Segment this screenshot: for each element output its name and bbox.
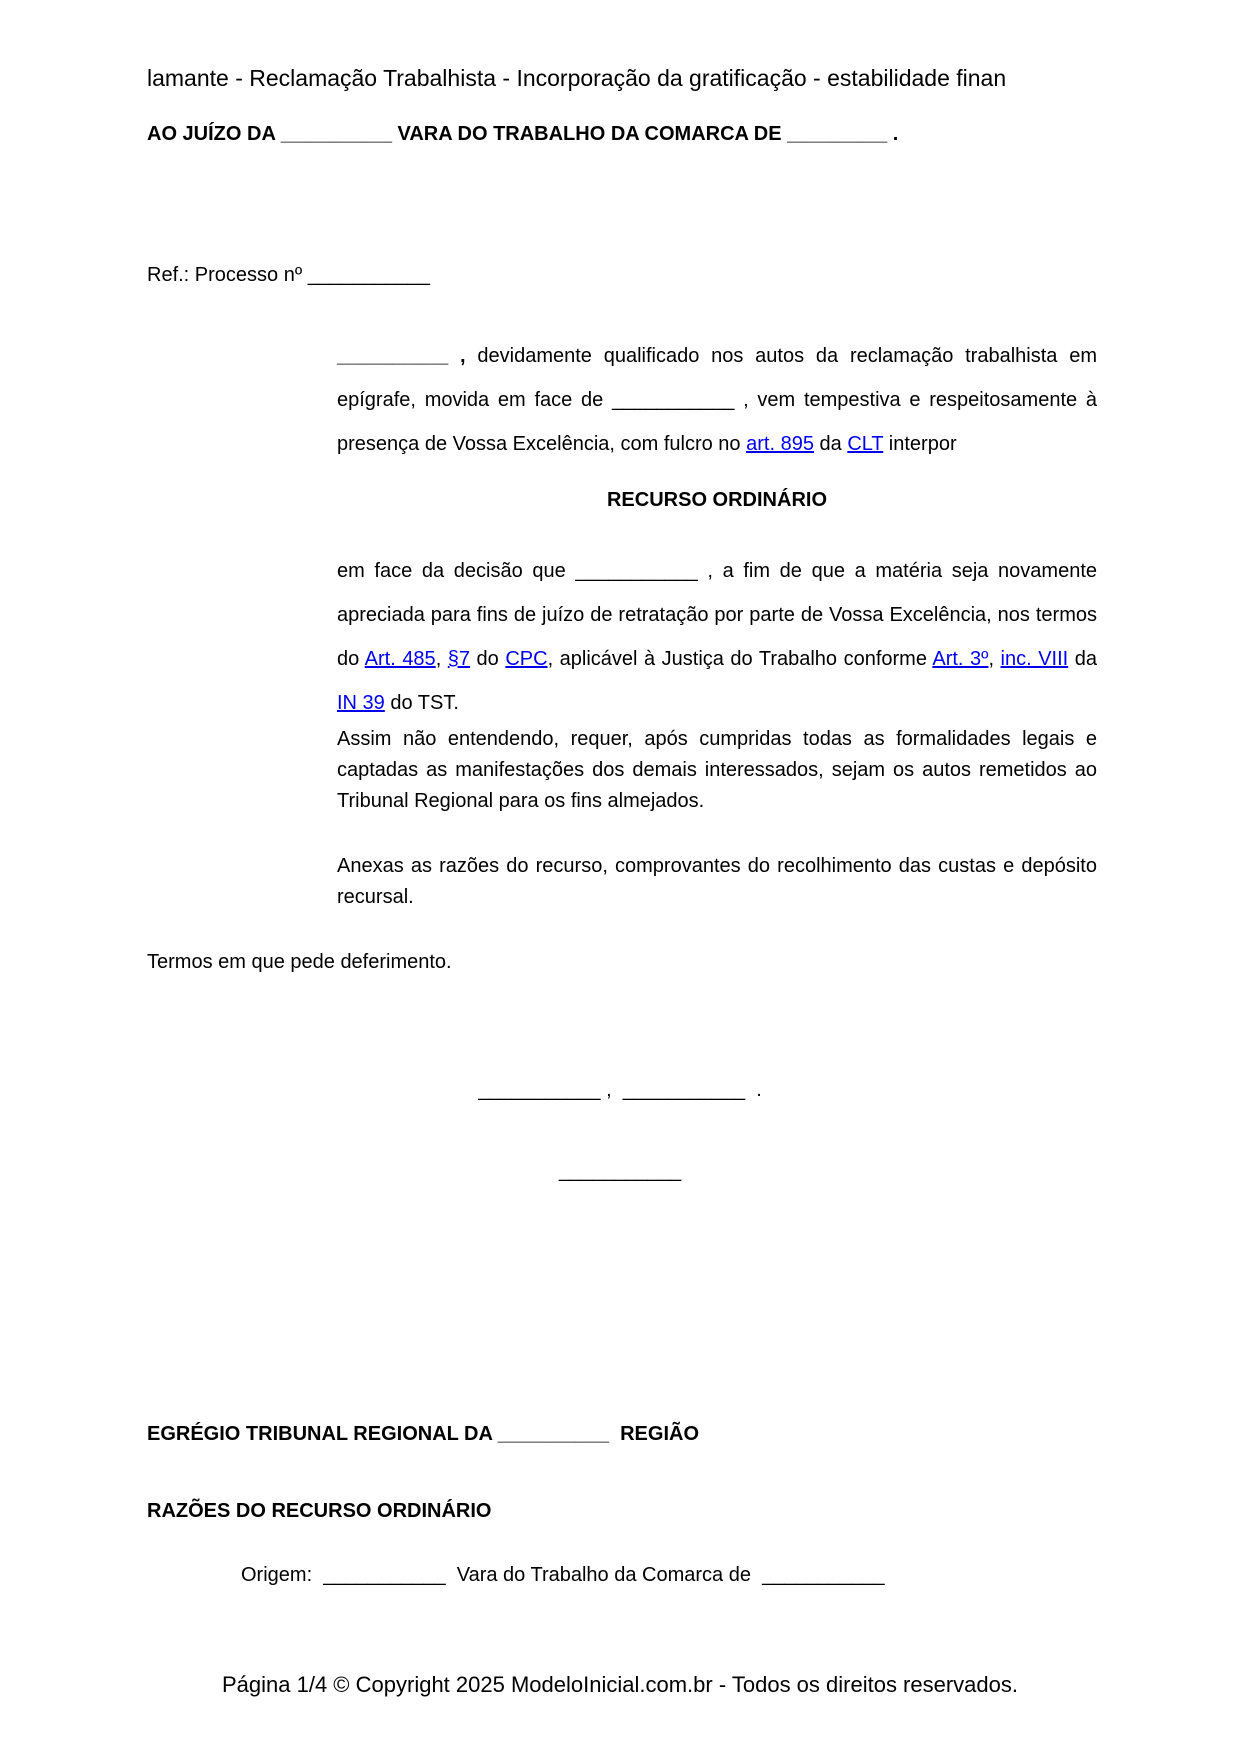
tribunal-suffix: REGIÃO (609, 1423, 700, 1445)
link-inc-viii[interactable]: inc. VIII (1000, 648, 1069, 670)
intro-paragraph (337, 334, 1097, 466)
reasons-title: RAZÕES DO RECURSO ORDINÁRIO (147, 1500, 492, 1522)
intro-text-1: devidamente qualificado nos autos da reclamação trabalhista em epígrafe, movida em face de (337, 345, 1097, 411)
addressee-prefix: AO JUÍZO DA (147, 123, 281, 145)
decision-line-first (337, 549, 1097, 725)
link-cpc[interactable]: CPC (505, 648, 548, 670)
decision-sep-1: , (435, 648, 448, 670)
place-blank: ___________ (478, 1079, 601, 1101)
origin-county-blank: ___________ (762, 1564, 885, 1586)
place-date-separator: , (600, 1079, 623, 1101)
party-comma: , (448, 345, 466, 367)
decision-text-2: , a fim de que a matéria seja novamente apreciada para fins de juízo de retratação por parte de Vossa Excelência, nos termos do (337, 560, 1098, 670)
decision-paragraph (337, 549, 1097, 721)
closing-line: Termos em que pede deferimento. (147, 951, 452, 973)
annex-paragraph: Anexas as razões do recurso, comprovantes do recolhimento das custas e depósito recursal. (337, 855, 1097, 908)
tribunal-heading (147, 1421, 699, 1447)
decision-text-1: em face da decisão que (337, 560, 576, 582)
page-footer: Página 1/4 © Copyright 2025 ModeloInicial.com.br - Todos os direitos reservados. (222, 1672, 1018, 1697)
origin-label: Origem: (241, 1564, 324, 1586)
document-title: lamante - Reclamação Trabalhista - Incorporação da gratificação - estabilidade finan (147, 65, 1007, 91)
addressee-middle: VARA DO TRABALHO DA COMARCA DE (391, 123, 788, 145)
link-art-3[interactable]: Art. 3º (932, 648, 989, 670)
link-art-485[interactable]: Art. 485 (364, 648, 436, 670)
decision-text-4: , aplicável à Justiça do Trabalho conforme (547, 648, 933, 670)
origin-middle: Vara do Trabalho da Comarca de (445, 1564, 763, 1586)
place-date-end: . (745, 1079, 762, 1101)
county-blank: _________ (787, 123, 888, 145)
process-label: Ref.: Processo nº (147, 264, 308, 286)
addressee-end: . (887, 123, 899, 145)
link-paragraph-7[interactable]: §7 (447, 648, 471, 670)
intro-text-4: interpor (883, 433, 957, 455)
appeal-title: RECURSO ORDINÁRIO (606, 489, 827, 511)
addressee-line (147, 121, 898, 147)
date-blank: ___________ (622, 1079, 746, 1101)
region-blank: __________ (497, 1423, 609, 1445)
opponent-blank: ___________ (612, 389, 735, 411)
link-art-895[interactable]: art. 895 (746, 433, 814, 455)
process-number-blank: ___________ (307, 264, 431, 286)
decision-sep-2: , (988, 648, 1001, 670)
intro-text-2: , vem tempestiva e respeitosamente à presença de Vossa Excelência, com fulcro no (337, 389, 1097, 455)
origin-line (241, 1562, 884, 1588)
link-in-39[interactable]: IN 39 (337, 692, 385, 714)
tribunal-prefix: EGRÉGIO TRIBUNAL REGIONAL DA (147, 1423, 498, 1445)
decision-text-6: do TST. (384, 692, 459, 714)
intro-text-3: da (813, 433, 848, 455)
decision-text-5: da (1068, 648, 1097, 670)
court-number-blank: __________ (280, 123, 392, 145)
link-clt[interactable]: CLT (847, 433, 884, 455)
origin-court-blank: ___________ (323, 1564, 446, 1586)
signature-blank: ___________ (558, 1160, 682, 1182)
process-reference (147, 262, 430, 288)
request-paragraph: Assim não entendendo, requer, após cumpridas todas as formalidades legais e captadas as manifestações dos demais interessados, sejam os autos remetidos ao Tribunal Regional para os fins almejados. (337, 728, 1097, 812)
decision-text-3: do (470, 648, 506, 670)
party-name-blank: __________ (337, 345, 449, 367)
place-date-line (0, 1077, 1240, 1103)
decision-blank: ___________ (575, 560, 698, 582)
